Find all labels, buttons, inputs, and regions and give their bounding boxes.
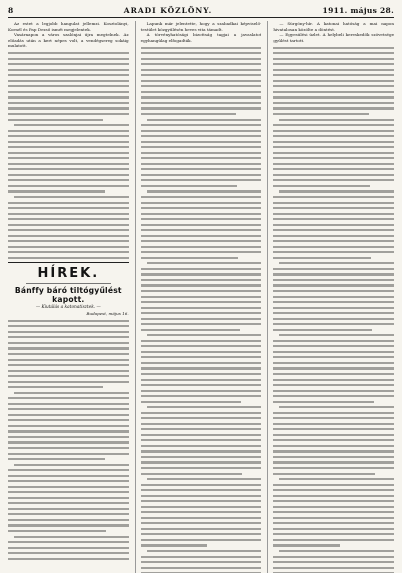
text-line (147, 406, 262, 408)
text-line (273, 318, 394, 320)
text-line (8, 425, 129, 427)
text-line (273, 544, 339, 546)
text-line (141, 500, 262, 502)
text-line (8, 364, 129, 366)
text-line (8, 475, 129, 477)
text-line (273, 500, 394, 502)
text-line (273, 567, 394, 569)
column-middle (135, 21, 262, 573)
text-line (273, 80, 394, 82)
text-line (273, 213, 394, 215)
text-line (141, 80, 262, 82)
text-line (8, 207, 129, 209)
text-line (14, 392, 129, 394)
text-line (141, 356, 262, 358)
text-line (141, 157, 262, 159)
text-line (141, 279, 262, 281)
text-line (8, 213, 129, 215)
text-line (8, 436, 129, 438)
text-line (141, 373, 262, 375)
text-line (141, 273, 262, 275)
text-line (8, 235, 129, 237)
text-line (273, 168, 394, 170)
text-line (8, 91, 129, 93)
text-line (147, 478, 262, 480)
text-line (273, 257, 371, 259)
text-line (279, 190, 394, 192)
text-line (8, 74, 129, 76)
text-line (141, 456, 262, 458)
text-line (8, 469, 129, 471)
text-line (273, 489, 394, 491)
text-line (273, 279, 394, 281)
text-line (141, 323, 262, 325)
body-text-lines (141, 47, 262, 573)
text-line (273, 273, 394, 275)
text-line (273, 379, 394, 381)
text-line (273, 124, 394, 126)
text-line (273, 107, 394, 109)
text-line (8, 218, 129, 220)
text-line (8, 386, 103, 388)
text-line (279, 550, 394, 552)
text-line (141, 329, 240, 331)
text-line (8, 353, 129, 355)
text-line (273, 307, 394, 309)
text-line (273, 47, 394, 49)
text-line (273, 290, 394, 292)
text-line (8, 519, 129, 521)
text-line (273, 52, 394, 54)
text-line (273, 384, 394, 386)
text-line (141, 218, 262, 220)
text-line (8, 458, 105, 460)
article-byline: — Kiutálás a katonatisztek. — (35, 305, 101, 311)
text-line (141, 229, 262, 231)
text-line (273, 473, 374, 475)
text-line (141, 85, 262, 87)
text-line (141, 401, 241, 403)
text-line (273, 240, 394, 242)
text-line (141, 544, 207, 546)
text-line (141, 434, 262, 436)
text-line (141, 141, 262, 143)
text-line (273, 235, 394, 237)
text-line (273, 268, 394, 270)
body-text-lines (8, 320, 129, 560)
text-line (273, 74, 394, 76)
text-line (141, 290, 262, 292)
text-line (273, 506, 394, 508)
text-line (273, 401, 373, 403)
text-line (8, 541, 129, 543)
text-line (141, 257, 239, 259)
text-line (273, 439, 394, 441)
text-line (8, 179, 129, 181)
paragraph: Az estet a legjobb hangulat jellemzi. Kosztolányi, Kornél és Pap Dezső ismét megjelentek. (8, 21, 129, 32)
text-line (273, 135, 394, 137)
text-line (141, 473, 242, 475)
text-line (8, 224, 129, 226)
text-line (8, 168, 129, 170)
text-line (141, 556, 262, 558)
text-line (273, 351, 394, 353)
paragraph: Vasárnapon a város szalónjai újra megtelnek. Az előadás után a kert népes volt, a vendégsereg sokáig mulatott. (8, 32, 129, 49)
text-line (273, 495, 394, 497)
text-line (273, 296, 394, 298)
text-line (279, 478, 394, 480)
text-line (141, 251, 262, 253)
text-line (141, 439, 262, 441)
text-line (141, 417, 262, 419)
text-line (273, 356, 394, 358)
text-line (141, 235, 262, 237)
text-line (8, 190, 105, 192)
text-line (8, 246, 129, 248)
text-line (273, 229, 394, 231)
text-line (273, 450, 394, 452)
text-line (141, 168, 262, 170)
text-line (8, 524, 129, 526)
text-line (273, 85, 394, 87)
text-line (273, 58, 394, 60)
article-columns (8, 21, 394, 573)
text-line (273, 556, 394, 558)
body-text-lines (8, 52, 129, 259)
text-line (141, 58, 262, 60)
text-line (8, 202, 129, 204)
text-line (141, 268, 262, 270)
text-line (8, 257, 129, 259)
text-line (273, 69, 394, 71)
text-line (141, 207, 262, 209)
text-line (8, 251, 129, 253)
text-line (141, 152, 262, 154)
text-line (141, 52, 262, 54)
article-headline: Bánffy báró tiltógyűlést kapott. (14, 286, 122, 305)
text-line (8, 397, 129, 399)
text-line (141, 445, 262, 447)
text-line (273, 218, 394, 220)
text-line (273, 467, 394, 469)
text-line (273, 461, 394, 463)
text-line (8, 381, 129, 383)
text-line (273, 224, 394, 226)
text-line (141, 561, 262, 563)
text-line (141, 395, 262, 397)
text-line (8, 342, 129, 344)
text-line (8, 375, 129, 377)
text-line (8, 152, 129, 154)
text-line (273, 174, 394, 176)
text-line (8, 146, 129, 148)
text-line (273, 367, 394, 369)
text-line (8, 513, 129, 515)
text-line (141, 124, 262, 126)
text-line (273, 522, 394, 524)
text-line (273, 428, 394, 430)
text-line (273, 301, 394, 303)
text-line (8, 130, 129, 132)
text-line (141, 296, 262, 298)
text-line (141, 367, 262, 369)
text-line (8, 336, 129, 338)
text-line (141, 489, 262, 491)
text-line (8, 370, 129, 372)
text-line (273, 312, 394, 314)
text-line (8, 85, 129, 87)
text-line (8, 408, 129, 410)
text-line (14, 536, 129, 538)
text-line (141, 412, 262, 414)
column-left (8, 21, 129, 573)
text-line (8, 229, 129, 231)
text-line (273, 246, 394, 248)
text-line (8, 502, 129, 504)
text-line (273, 323, 394, 325)
text-line (141, 224, 262, 226)
text-line (141, 528, 262, 530)
text-line (273, 157, 394, 159)
text-line (147, 119, 262, 121)
text-line (141, 428, 262, 430)
text-line (8, 552, 129, 554)
text-line (273, 417, 394, 419)
text-line (8, 96, 129, 98)
text-line (273, 96, 394, 98)
text-line (8, 69, 129, 71)
text-line (8, 547, 129, 549)
text-line (14, 196, 129, 198)
text-line (8, 52, 129, 54)
masthead (8, 6, 394, 18)
text-line (273, 152, 394, 154)
text-line (273, 434, 394, 436)
text-line (141, 450, 262, 452)
text-line (141, 511, 262, 513)
text-line (141, 318, 262, 320)
text-line (141, 246, 262, 248)
text-line (141, 340, 262, 342)
text-line (141, 312, 262, 314)
text-line (279, 334, 394, 336)
text-line (273, 373, 394, 375)
text-line (8, 480, 129, 482)
text-line (8, 185, 129, 187)
text-line (273, 130, 394, 132)
text-line (273, 251, 394, 253)
section-divider (8, 262, 129, 263)
text-line (8, 403, 129, 405)
text-line (273, 63, 394, 65)
text-line (141, 102, 262, 104)
text-line (273, 284, 394, 286)
text-line (141, 384, 262, 386)
text-line (141, 423, 262, 425)
text-line (273, 395, 394, 397)
text-line (8, 508, 129, 510)
paragraph: — Egyesülési üzlet. A helybeli kereskedők szövetsége gyűlést tartott. (273, 32, 394, 43)
text-line (8, 63, 129, 65)
page-number: 8 (8, 6, 14, 15)
text-line (141, 63, 262, 65)
text-line (141, 467, 262, 469)
text-line (8, 325, 129, 327)
text-line (8, 240, 129, 242)
text-line (273, 539, 394, 541)
text-line (8, 558, 129, 560)
text-line (141, 533, 262, 535)
text-line (273, 345, 394, 347)
text-line (273, 207, 394, 209)
text-line (141, 522, 262, 524)
text-line (14, 464, 129, 466)
text-line (141, 69, 262, 71)
text-line (8, 174, 129, 176)
text-line (273, 362, 394, 364)
text-line (273, 340, 394, 342)
text-line (141, 307, 262, 309)
text-line (8, 530, 106, 532)
text-line (8, 163, 129, 165)
issue-date: 1911. május 28. (322, 6, 394, 15)
text-line (141, 135, 262, 137)
text-line (8, 113, 129, 115)
text-line (273, 390, 394, 392)
text-line (147, 190, 262, 192)
text-line (273, 456, 394, 458)
text-line (8, 359, 129, 361)
text-line (141, 47, 262, 49)
paragraph: Lapunk már jelentette, hogy a szabadkai képviselő-testület közgyűlésén heves vita támadt. (140, 21, 262, 32)
text-line (8, 135, 129, 137)
text-line (273, 141, 394, 143)
text-line (273, 511, 394, 513)
text-line (147, 334, 262, 336)
text-line (8, 453, 129, 455)
text-line (279, 262, 394, 264)
text-line (273, 202, 394, 204)
text-line (141, 202, 262, 204)
text-line (8, 107, 129, 109)
text-line (273, 146, 394, 148)
text-line (141, 185, 238, 187)
text-line (273, 412, 394, 414)
text-line (141, 96, 262, 98)
newspaper-title: ARADI KÖZLÖNY. (123, 6, 213, 15)
text-line (8, 414, 129, 416)
text-line (141, 461, 262, 463)
text-line (141, 163, 262, 165)
section-title: HÍREK. (37, 266, 100, 282)
text-line (8, 331, 129, 333)
text-line (141, 130, 262, 132)
text-line (141, 196, 262, 198)
text-line (141, 379, 262, 381)
paragraph: — Sürgöny-hír. A katonai hatóság a mai napon hivatalosan közölte a döntést. (273, 21, 394, 32)
text-line (141, 495, 262, 497)
text-line (141, 174, 262, 176)
text-line (141, 213, 262, 215)
text-line (273, 561, 394, 563)
paragraph: A törvényhatósági bizottság tagjai a javaslatot egyhangúlag elfogadták. (140, 32, 262, 43)
text-line (8, 102, 129, 104)
text-line (141, 179, 262, 181)
text-line (141, 345, 262, 347)
text-line (8, 447, 129, 449)
text-line (8, 491, 129, 493)
text-line (273, 102, 394, 104)
text-line (8, 320, 129, 322)
body-text-lines (273, 47, 394, 573)
text-line (273, 91, 394, 93)
text-line (141, 113, 236, 115)
text-line (273, 533, 394, 535)
text-line (8, 497, 129, 499)
text-line (8, 58, 129, 60)
text-line (8, 347, 129, 349)
article-dateline: Budapest, május 16. (86, 311, 129, 317)
text-line (141, 107, 262, 109)
text-line (8, 419, 129, 421)
text-line (141, 301, 262, 303)
text-line (141, 390, 262, 392)
text-line (8, 80, 129, 82)
text-line (141, 567, 262, 569)
text-line (141, 146, 262, 148)
text-line (141, 362, 262, 364)
text-line (8, 119, 103, 121)
text-line (273, 329, 372, 331)
text-line (273, 423, 394, 425)
text-line (273, 484, 394, 486)
text-line (141, 517, 262, 519)
text-line (273, 163, 394, 165)
text-line (14, 124, 129, 126)
text-line (8, 141, 129, 143)
text-line (273, 445, 394, 447)
text-line (8, 157, 129, 159)
text-line (273, 185, 370, 187)
text-line (279, 406, 394, 408)
text-line (8, 430, 129, 432)
text-line (273, 113, 368, 115)
text-line (141, 484, 262, 486)
text-line (273, 517, 394, 519)
text-line (141, 539, 262, 541)
text-line (147, 550, 262, 552)
column-right (267, 21, 394, 573)
text-line (141, 284, 262, 286)
text-line (147, 262, 262, 264)
text-line (141, 351, 262, 353)
text-line (141, 240, 262, 242)
text-line (279, 119, 394, 121)
text-line (273, 179, 394, 181)
text-line (8, 486, 129, 488)
headline-divider (26, 283, 111, 284)
text-line (273, 196, 394, 198)
text-line (141, 74, 262, 76)
text-line (8, 441, 129, 443)
text-line (273, 528, 394, 530)
text-line (141, 506, 262, 508)
text-line (141, 91, 262, 93)
